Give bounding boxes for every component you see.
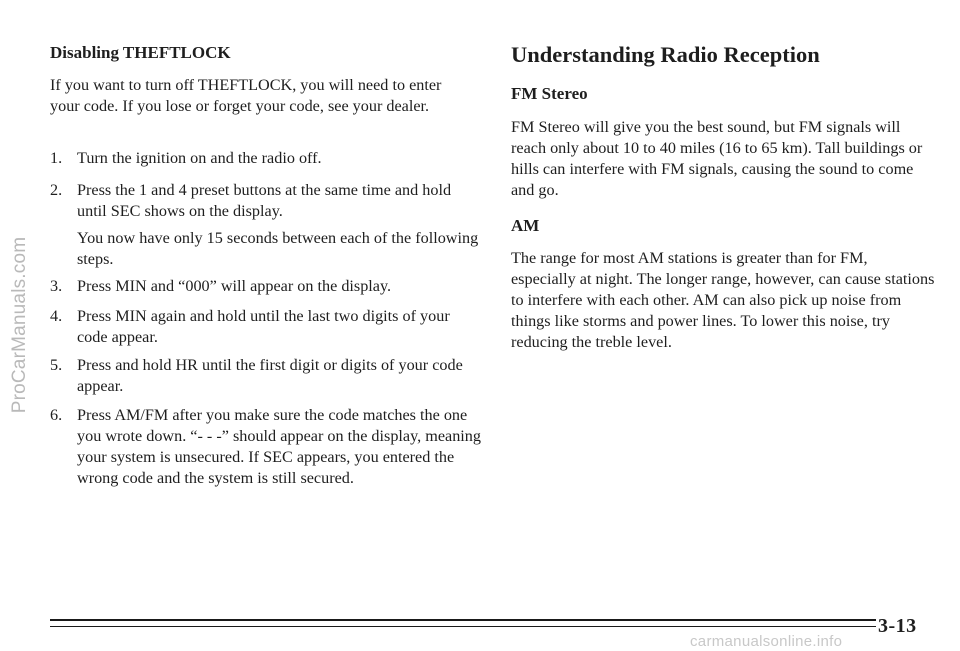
step-text: Press the 1 and 4 preset buttons at the same time and hold until SEC shows on the display. — [77, 181, 452, 220]
watermark-side-text: ProCarManuals.com — [9, 236, 30, 414]
step-number: 4. — [50, 307, 63, 325]
watermark-footer: carmanualsonline.info — [690, 633, 843, 650]
step-number: 5. — [50, 356, 63, 374]
footer-rule-top — [50, 619, 876, 621]
step-text: Turn the ignition on and the radio off. — [77, 149, 322, 167]
step-number: 3. — [50, 277, 63, 295]
step-number: 6. — [50, 406, 63, 424]
step-text: You now have only 15 seconds between each of the following steps. — [77, 229, 479, 268]
step-text: Press MIN and “000” will appear on the display. — [77, 277, 392, 295]
step-number: 2. — [50, 181, 63, 199]
step-text: Press MIN again and hold until the last two digits of your code appear. — [77, 307, 450, 346]
step-text: Press AM/FM after you make sure the code matches the one you wrote down. “- - -” should appear on the display, meaning your system is unsecured. If SEC appears, you entered the wrong code and the system is still secured. — [77, 406, 481, 487]
step-text: Press and hold HR until the first digit or digits of your code appear. — [77, 356, 463, 395]
fm-stereo-heading: FM Stereo — [511, 84, 588, 103]
watermark-side — [0, 0, 40, 651]
footer-rule-bottom — [50, 626, 876, 627]
step-number: 1. — [50, 149, 63, 167]
radio-reception-heading: Understanding Radio Reception — [511, 42, 820, 67]
page-number: 3-13 — [878, 615, 917, 637]
fm-stereo-paragraph: FM Stereo will give you the best sound, but FM signals will reach only about 10 to 40 miles (16 to 65 km). Tall buildings or hills can interfere with FM signals, causing the sound to come and go. — [511, 118, 923, 199]
am-heading: AM — [511, 216, 540, 235]
am-paragraph: The range for most AM stations is greater than for FM, especially at night. The longer range, however, can cause stations to interfere with each other. AM can also pick up noise from things like storms and power lines. To lower this noise, try reducing the treble level. — [511, 249, 935, 351]
intro-paragraph: If you want to turn off THEFTLOCK, you will need to enter your code. If you lose or forget your code, see your dealer. — [50, 76, 442, 115]
disabling-theftlock-heading: Disabling THEFTLOCK — [50, 43, 231, 62]
